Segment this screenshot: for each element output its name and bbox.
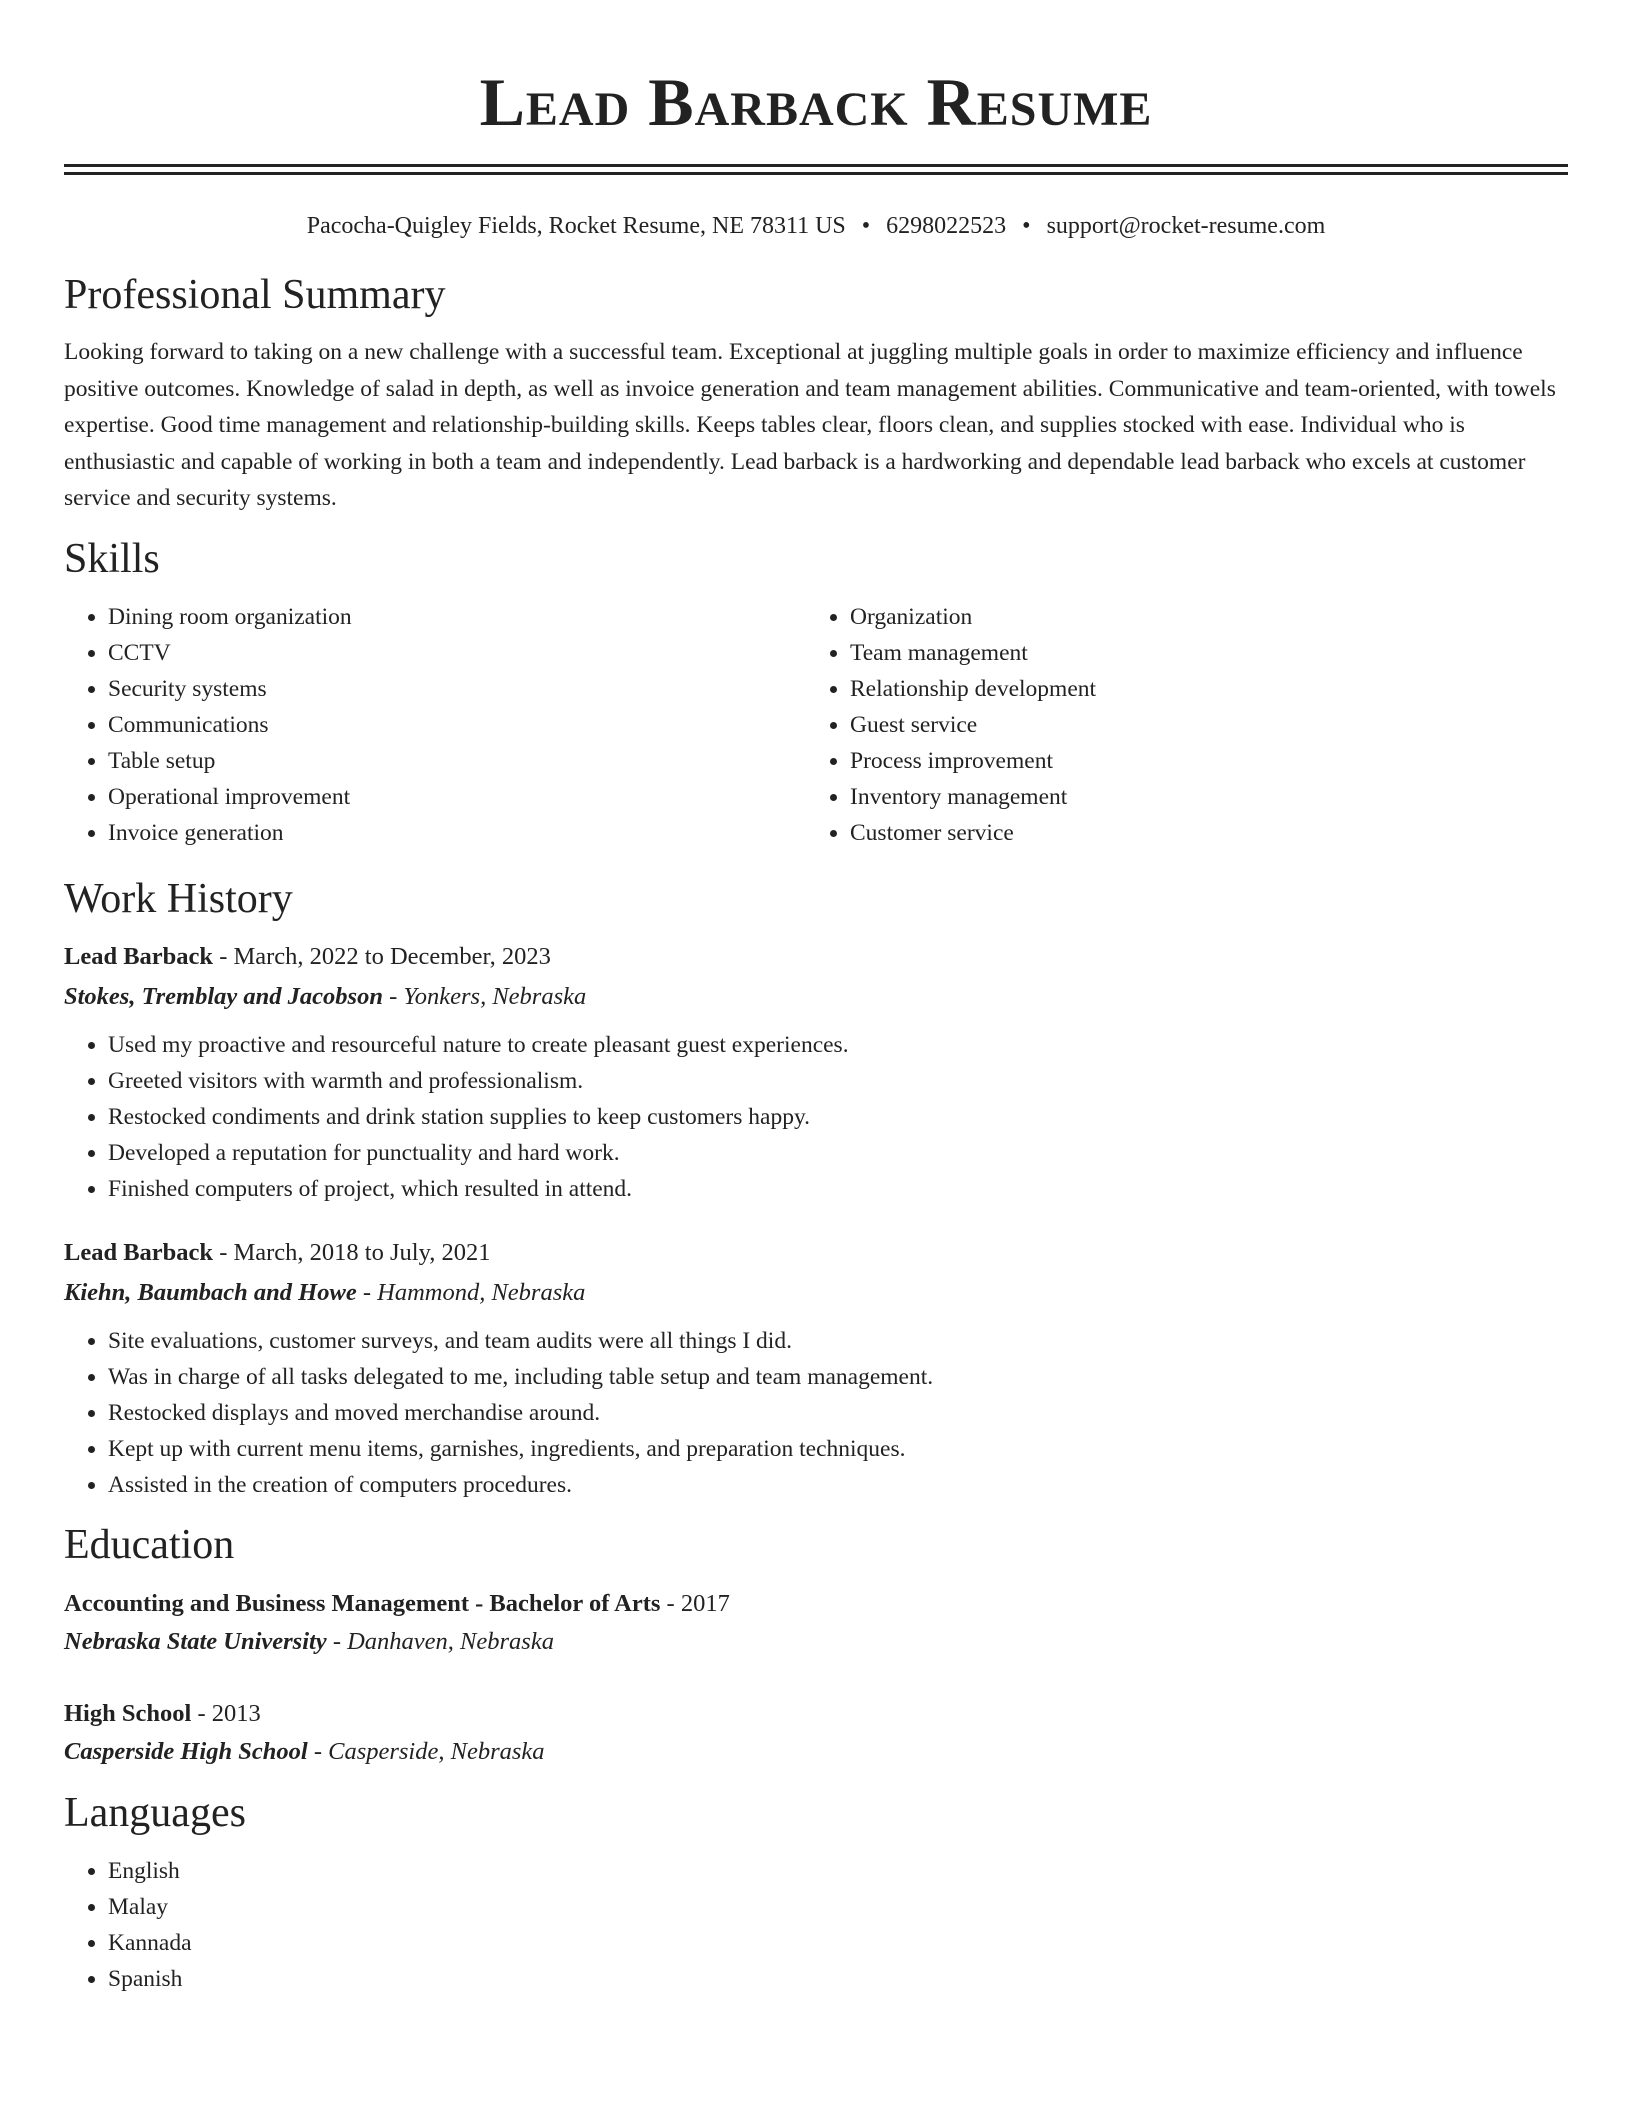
resume-title: Lead Barback Resume	[479, 64, 1153, 140]
contact-separator: •	[861, 213, 871, 239]
skill-item: • Dining room organization	[108, 599, 806, 635]
language-item: • Spanish	[108, 1961, 1568, 1997]
school-location: Danhaven, Nebraska	[347, 1627, 554, 1655]
school-name: Nebraska State University	[64, 1627, 327, 1655]
contact-address: Pacocha-Quigley Fields, Rocket Resume, NE 78311 US	[306, 213, 846, 239]
job-duty: • Used my proactive and resourceful nature to create pleasant guest experiences.	[108, 1027, 1568, 1063]
skill-item: • Relationship development	[850, 671, 1548, 707]
skill-item: • Team management	[850, 635, 1548, 671]
languages-heading: Languages	[64, 1789, 246, 1836]
employer-location: Hammond, Nebraska	[377, 1278, 586, 1306]
degree-year: 2013	[211, 1699, 261, 1727]
job-duties	[64, 1323, 1568, 1503]
skills-column-left	[64, 599, 806, 851]
job-duty: • Finished computers of project, which resulted in attend.	[108, 1171, 1568, 1207]
job-duty: • Developed a reputation for punctuality and hard work.	[108, 1135, 1568, 1171]
employer-line: Stokes, Tremblay and Jacobson - Yonkers, Nebraska	[64, 982, 587, 1010]
employer-name: Stokes, Tremblay and Jacobson	[64, 982, 383, 1010]
degree-line: High School - 2013	[64, 1699, 261, 1727]
job-duty: • Assisted in the creation of computers procedures.	[108, 1467, 1568, 1503]
employer-name: Kiehn, Baumbach and Howe	[64, 1278, 357, 1306]
education-heading: Education	[64, 1521, 235, 1568]
skill-item: • Organization	[850, 599, 1548, 635]
job-duty: • Was in charge of all tasks delegated to me, including table setup and team management.	[108, 1359, 1568, 1395]
job-title: Lead Barback	[64, 1238, 214, 1266]
education-entry	[64, 1695, 1568, 1771]
school-name: Casperside High School	[64, 1737, 308, 1765]
job-entry	[64, 937, 1568, 1207]
contact-phone: 6298022523	[886, 213, 1007, 239]
skill-item: • Inventory management	[850, 779, 1548, 815]
job-entry	[64, 1233, 1568, 1503]
skill-item: • Table setup	[108, 743, 806, 779]
skill-item: • Operational improvement	[108, 779, 806, 815]
skill-item: • Invoice generation	[108, 815, 806, 851]
skill-item: • Communications	[108, 707, 806, 743]
work-history-heading: Work History	[64, 875, 293, 922]
degree-line: Accounting and Business Management - Bachelor of Arts - 2017	[64, 1589, 730, 1617]
contact-email: support@rocket-resume.com	[1046, 213, 1326, 239]
degree-name: High School	[64, 1699, 192, 1727]
job-title-line: Lead Barback - March, 2022 to December, 2023	[64, 942, 551, 970]
job-duty: • Restocked displays and moved merchandise around.	[108, 1395, 1568, 1431]
job-dates: March, 2022 to December, 2023	[233, 942, 551, 970]
skill-item: • Customer service	[850, 815, 1548, 851]
skills-column-right	[806, 599, 1548, 851]
education-entry	[64, 1585, 1568, 1661]
skills-heading: Skills	[64, 535, 160, 582]
skills-list	[64, 599, 1568, 851]
skill-item: • Process improvement	[850, 743, 1548, 779]
language-item: • Malay	[108, 1889, 1568, 1925]
school-line: Casperside High School - Casperside, Nebraska	[64, 1737, 545, 1765]
job-duty: • Restocked condiments and drink station supplies to keep customers happy.	[108, 1099, 1568, 1135]
summary-text: Looking forward to taking on a new challenge with a successful team. Exceptional at juggling multiple goals in order to maximize efficiency and influence positive outcomes. Knowledge of salad in depth, as well as invoice generation and team management abilities. Communicative and team-oriented, with towels expertise. Good time management and relationship-building skills. Keeps tables clear, floors clean, and supplies stocked with ease. Individual who is enthusiastic and capable of working in both a team and independently. Lead barback is a hardworking and dependable lead barback who excels at customer service and security systems.	[64, 339, 1556, 511]
degree-name: Accounting and Business Management - Bachelor of Arts	[64, 1589, 661, 1617]
school-line: Nebraska State University - Danhaven, Nebraska	[64, 1627, 554, 1655]
summary-heading: Professional Summary	[64, 272, 446, 318]
skill-item: • Guest service	[850, 707, 1548, 743]
languages-list	[64, 1853, 1568, 1997]
employer-line: Kiehn, Baumbach and Howe - Hammond, Nebraska	[64, 1278, 586, 1306]
job-title-line: Lead Barback - March, 2018 to July, 2021	[64, 1238, 491, 1266]
skill-item: • CCTV	[108, 635, 806, 671]
job-dates: March, 2018 to July, 2021	[233, 1238, 491, 1266]
language-item: • English	[108, 1853, 1568, 1889]
language-item: • Kannada	[108, 1925, 1568, 1961]
contact-line	[64, 211, 1568, 241]
employer-location: Yonkers, Nebraska	[403, 982, 587, 1010]
job-title: Lead Barback	[64, 942, 214, 970]
contact-separator: •	[1022, 213, 1031, 239]
job-duties	[64, 1027, 1568, 1207]
job-duty: • Site evaluations, customer surveys, and team audits were all things I did.	[108, 1323, 1568, 1359]
job-duty: • Greeted visitors with warmth and professionalism.	[108, 1063, 1568, 1099]
degree-year: 2017	[680, 1589, 730, 1617]
job-duty: • Kept up with current menu items, garnishes, ingredients, and preparation techniques.	[108, 1431, 1568, 1467]
school-location: Casperside, Nebraska	[328, 1737, 545, 1765]
skill-item: • Security systems	[108, 671, 806, 707]
title-double-rule	[64, 164, 1568, 175]
